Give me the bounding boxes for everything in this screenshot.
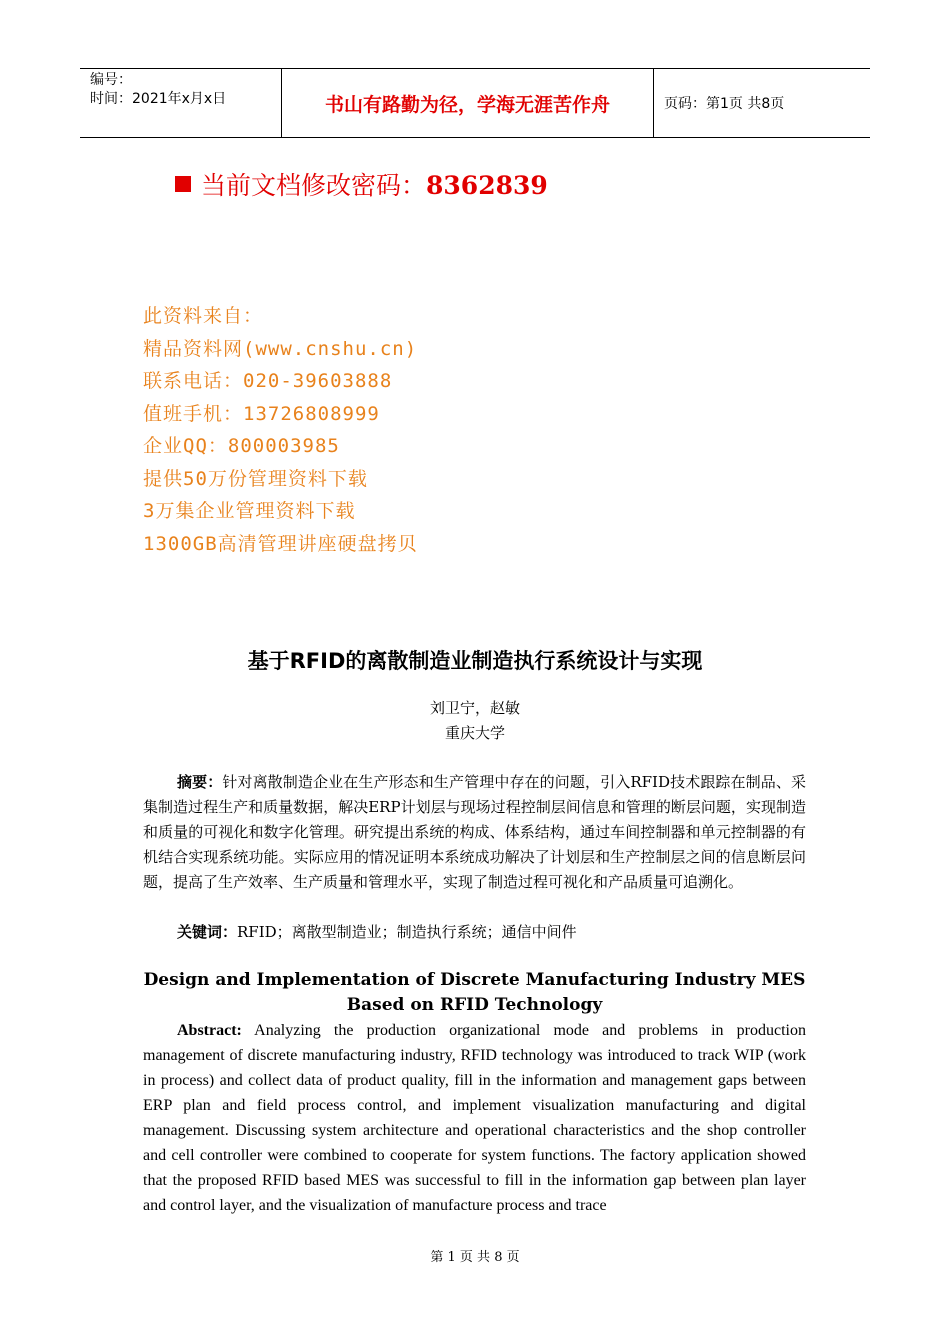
password-label: 当前文档修改密码： — [201, 171, 427, 200]
abstract-en-label: Abstract: — [177, 1022, 242, 1039]
password-notice — [175, 166, 548, 202]
source-line: 此资料来自： — [143, 305, 264, 327]
keywords-cn-label: 关键词： — [177, 923, 238, 941]
source-line: 提供50万份管理资料下载 — [143, 467, 368, 490]
square-bullet-icon — [175, 176, 191, 192]
abstract-cn — [143, 770, 806, 895]
paper-title: 基于RFID的离散制造业制造执行系统设计与实现 — [247, 649, 703, 673]
header-meta — [80, 69, 281, 137]
abstract-en — [143, 1018, 806, 1218]
abstract-cn-text: 针对离散制造企业在生产形态和生产管理中存在的问题，引入RFID技术跟踪在制品、采集制造过程生产和质量数据，解决ERP计划层与现场过程控制层间信息和管理的断层问题，实现制造和质量的可视化和数字化管理。研究提出系统的构成、体系结构，通过车间控制器和单元控制器的有机结合实现系统功能。实际应用的情况证明本系统成功解决了计划层和生产控制层之间的信息断层问题，提高了生产效率、生产质量和管理水平，实现了制造过程可视化和产品质量可追溯化。 — [143, 773, 806, 891]
keywords-cn — [143, 920, 806, 945]
paper-title-en: Design and Implementation of Discrete Manufacturing Industry MES Based on RFID Technology — [143, 970, 806, 1015]
source-line: 企业QQ：800003985 — [143, 435, 340, 457]
abstract-en-text: Analyzing the production organizational mode and problems in production management of discrete manufacturing industry, RFID technology was introduced to track WIP (work in process) and collect data of product quality, fill in the information and management gaps between ERP plan and field process control, and implement visualization manufacturing and digital management. Discussing system architecture and operational characteristics and the shop controller and cell controller were combined to cooperate for system functions. The factory application showed that the proposed RFID based MES was successful to fill in the information gap between plan layer and control layer, and the visualization of manufacture process and trace — [143, 1022, 806, 1214]
paper-affiliation: 重庆大学 — [444, 724, 505, 742]
number-label: 编号： — [90, 72, 132, 88]
source-info-block — [143, 300, 418, 560]
source-line: 值班手机：13726808999 — [143, 402, 380, 425]
password-code: 8362839 — [426, 171, 548, 200]
page-header — [80, 68, 870, 138]
source-line: 精品资料网(www.cnshu.cn) — [143, 337, 418, 360]
time-label: 时间：2021年x月x日 — [90, 91, 227, 107]
source-line: 联系电话：020-39603888 — [143, 370, 393, 392]
paper-authors: 刘卫宁，赵敏 — [429, 699, 520, 717]
header-page-info: 页码：第1页 共8页 — [664, 96, 785, 112]
abstract-cn-label: 摘要： — [177, 773, 223, 791]
keywords-cn-text: RFID；离散型制造业；制造执行系统；通信中间件 — [237, 923, 577, 941]
header-motto: 书山有路勤为径，学海无涯苦作舟 — [281, 69, 654, 137]
source-line: 1300GB高清管理讲座硬盘拷贝 — [143, 532, 418, 555]
source-line: 3万集企业管理资料下载 — [143, 500, 356, 522]
page-footer: 第 1 页 共 8 页 — [430, 1250, 520, 1265]
